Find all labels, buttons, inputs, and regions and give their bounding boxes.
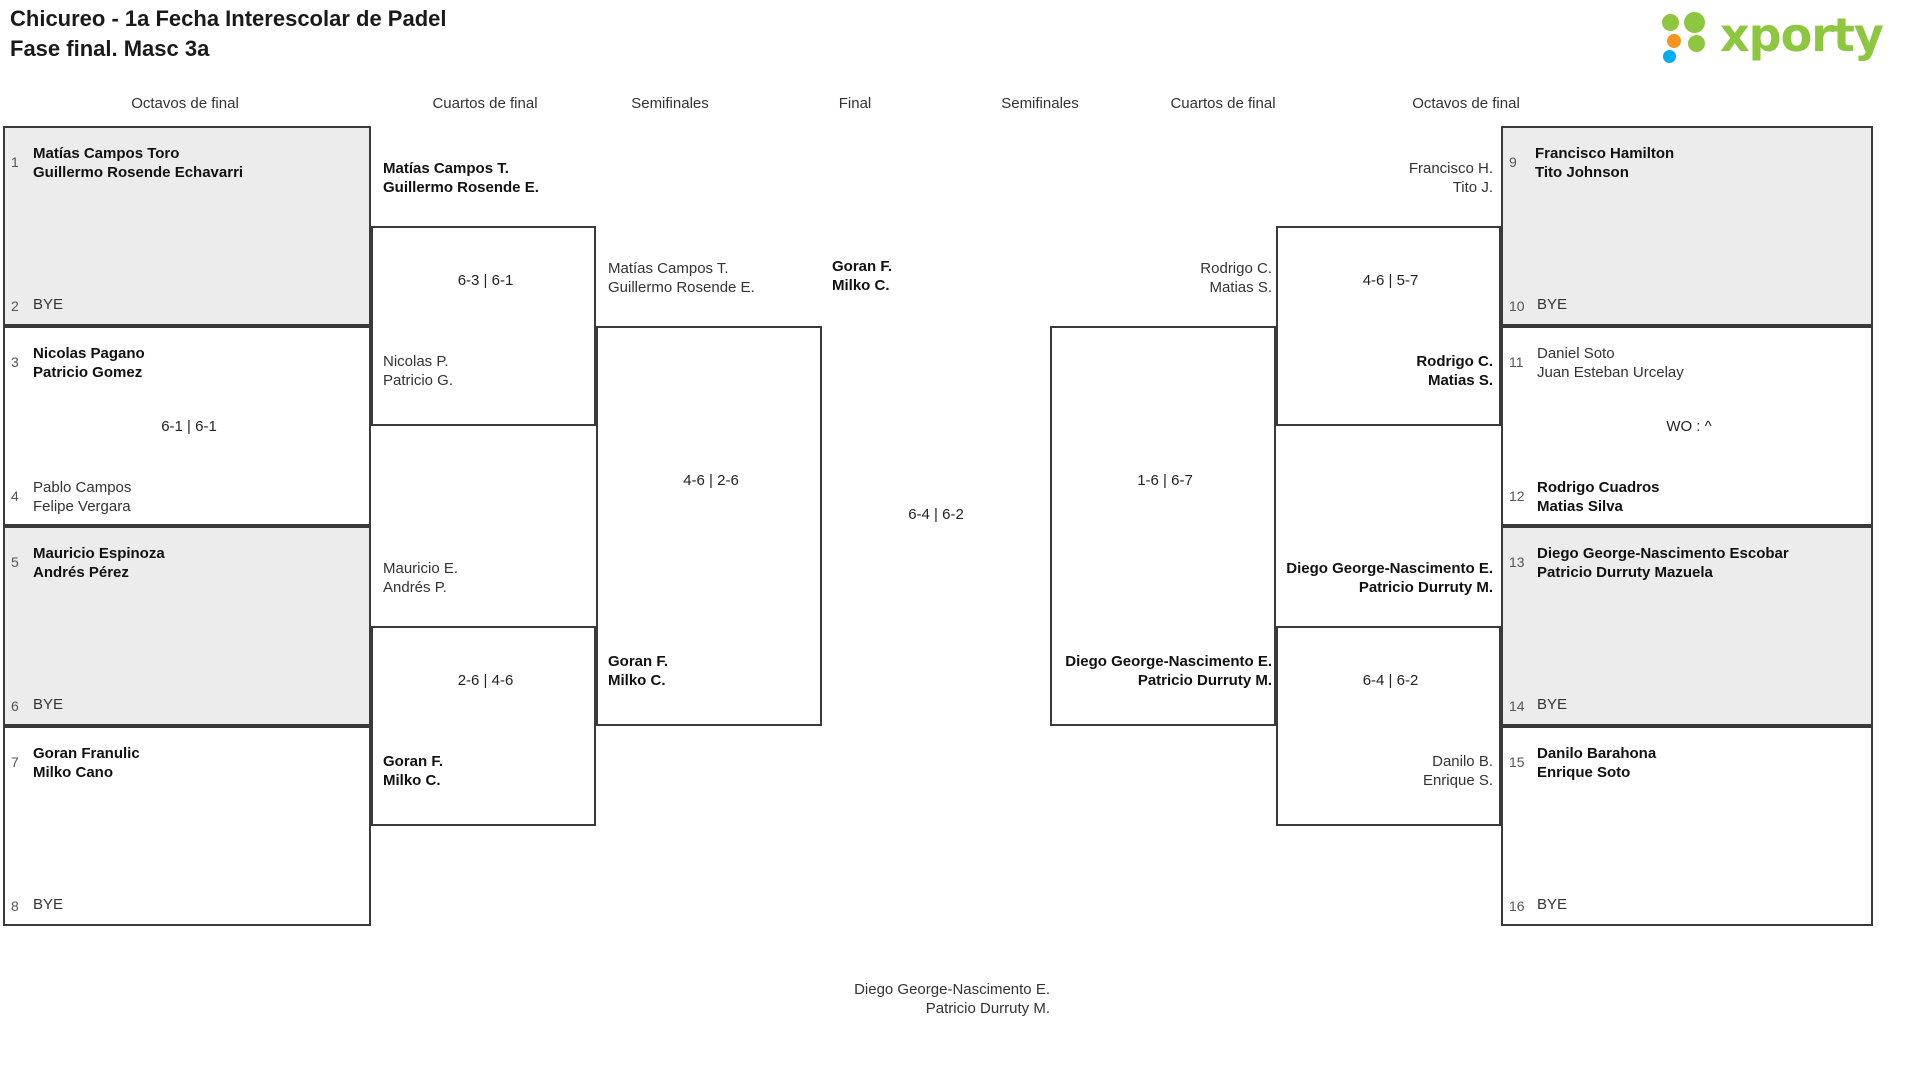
seed-number: 16 [1509, 898, 1525, 914]
player-1: Nicolas P. [383, 353, 449, 370]
bye-label: BYE [1537, 696, 1568, 713]
player-1: Goran F. [383, 753, 444, 770]
player-2: Guillermo Rosende E. [608, 278, 755, 296]
player-1: Diego George-Nascimento Escobar [1537, 545, 1789, 562]
match-box-left-r16-3[interactable] [3, 526, 371, 726]
player-2: Patricio Durruty M. [1358, 578, 1493, 596]
match-score: 6-4 | 6-2 [1362, 672, 1419, 689]
bye-label: BYE [1537, 896, 1568, 913]
round-label-right-sf: Semifinales [1001, 95, 1079, 112]
team-name [1535, 145, 1674, 183]
team-name [33, 479, 131, 517]
player-2: Milko C. [832, 276, 890, 294]
player-1: Pablo Campos [33, 479, 132, 496]
team-name [608, 260, 755, 298]
final-runnerup-team [804, 981, 1050, 1019]
player-1: Nicolas Pagano [33, 345, 145, 362]
player-2: Tito J. [1452, 178, 1493, 196]
player-1: Danilo B. [1432, 753, 1493, 770]
round-label-right-r16: Octavos de final [1412, 95, 1520, 112]
final-score: 6-4 | 6-2 [908, 506, 964, 523]
match-score: 6-1 | 6-1 [161, 418, 217, 435]
team-name [1133, 160, 1493, 198]
title-line-2: Fase final. Masc 3a [10, 35, 210, 61]
player-2: Tito Johnson [1535, 163, 1629, 181]
match-box-left-qf-1[interactable] [371, 160, 596, 426]
player-1: Rodrigo C. [1200, 260, 1272, 277]
player-2: Patricio Durruty Mazuela [1537, 563, 1713, 581]
player-2: Juan Esteban Urcelay [1537, 363, 1684, 381]
seed-number: 14 [1509, 698, 1525, 714]
logo-dots-icon [1662, 12, 1718, 60]
bye-label: BYE [33, 696, 64, 713]
team-name [33, 345, 145, 383]
seed-number: 8 [11, 898, 19, 914]
title-line-1: Chicureo - 1a Fecha Interescolar de Padel [10, 6, 447, 31]
player-2: Andrés P. [383, 578, 447, 596]
seed-number: 15 [1509, 754, 1525, 770]
player-2: Matias S. [1209, 278, 1272, 296]
bye-label: BYE [1537, 296, 1568, 313]
match-box-right-r16-4[interactable] [1501, 726, 1873, 926]
player-1: Mauricio E. [383, 560, 459, 577]
seed-number: 4 [11, 488, 19, 504]
seed-number: 10 [1509, 298, 1525, 314]
player-2: Patricio Gomez [33, 363, 143, 381]
seed-number: 9 [1509, 154, 1517, 170]
player-1: Matías Campos T. [608, 260, 729, 277]
player-1: Goran F. [608, 653, 669, 670]
seed-number: 7 [11, 754, 19, 770]
match-box-right-r16-1[interactable] [1501, 126, 1873, 326]
player-2: Enrique S. [1422, 771, 1493, 789]
round-label-left-qf: Cuartos de final [432, 95, 538, 112]
player-2: Andrés Pérez [33, 563, 129, 581]
team-name [1537, 479, 1660, 517]
match-box-left-qf-2[interactable] [371, 560, 596, 826]
team-name [1133, 560, 1493, 598]
player-2: Milko C. [608, 671, 666, 689]
match-score: 1-6 | 6-7 [1137, 472, 1193, 489]
team-name [33, 545, 165, 583]
seed-number: 12 [1509, 488, 1525, 504]
team-name [383, 753, 443, 791]
seed-number: 5 [11, 554, 19, 570]
team-name [1537, 745, 1656, 783]
player-1: Danilo Barahona [1537, 745, 1657, 762]
match-score: 4-6 | 2-6 [683, 472, 739, 489]
team-name [1537, 345, 1684, 383]
team-name [383, 353, 453, 391]
player-1: Matías Campos Toro [33, 145, 180, 162]
player-2: Guillermo Rosende Echavarri [33, 163, 244, 181]
player-2: Matias S. [1427, 371, 1493, 389]
player-1: Mauricio Espinoza [33, 545, 165, 562]
player-1: Rodrigo Cuadros [1537, 479, 1660, 496]
page-title [10, 4, 447, 63]
seed-number: 1 [11, 154, 19, 170]
team-name [1537, 545, 1789, 583]
team-name [1133, 353, 1493, 391]
player-1: Diego George-Nascimento E. [1065, 653, 1272, 670]
xporty-logo [1662, 8, 1892, 64]
player-2: Milko C. [383, 771, 441, 789]
match-box-left-r16-1[interactable] [3, 126, 371, 326]
seed-number: 6 [11, 698, 19, 714]
player-2: Guillermo Rosende E. [383, 178, 539, 196]
seed-number: 13 [1509, 554, 1525, 570]
seed-number: 3 [11, 354, 19, 370]
match-box-right-qf-2[interactable] [1276, 560, 1501, 826]
team-name [872, 260, 1272, 298]
player-1: Goran Franulic [33, 745, 140, 762]
team-name [872, 653, 1272, 691]
seed-number: 2 [11, 298, 19, 314]
team-name [1133, 753, 1493, 791]
match-box-right-r16-3[interactable] [1501, 526, 1873, 726]
bye-label: BYE [33, 896, 64, 913]
round-label-left-r16: Octavos de final [131, 95, 239, 112]
player-1: Francisco Hamilton [1535, 145, 1675, 162]
player-2: Patricio Durruty M. [925, 999, 1050, 1017]
logo-wordmark: xporty [1720, 8, 1883, 62]
player-2: Patricio Durruty M. [1137, 671, 1272, 689]
player-1: Diego George-Nascimento E. [854, 981, 1050, 998]
match-box-right-r16-2[interactable] [1501, 326, 1873, 526]
match-score: 6-3 | 6-1 [457, 272, 514, 289]
player-1: Goran F. [832, 258, 893, 275]
match-box-left-sf-1[interactable] [596, 260, 822, 726]
match-score: 4-6 | 5-7 [1362, 272, 1419, 289]
player-1: Francisco H. [1408, 160, 1493, 177]
page-header [0, 0, 1920, 88]
match-score: 2-6 | 4-6 [457, 672, 514, 689]
match-score: WO : ^ [1666, 418, 1712, 435]
player-2: Felipe Vergara [33, 497, 131, 515]
player-2: Matias Silva [1537, 497, 1623, 515]
player-1: Matías Campos T. [383, 160, 509, 177]
round-label-final: Final [838, 95, 872, 112]
team-name [33, 145, 243, 183]
team-name [33, 745, 140, 783]
player-1: Diego George-Nascimento E. [1286, 560, 1493, 577]
match-box-left-r16-2[interactable] [3, 326, 371, 526]
bye-label: BYE [33, 296, 64, 313]
team-name [383, 160, 539, 198]
player-2: Patricio G. [383, 371, 454, 389]
player-1: Rodrigo C. [1416, 353, 1493, 370]
player-1: Daniel Soto [1537, 345, 1615, 362]
match-box-left-r16-4[interactable] [3, 726, 371, 926]
round-label-left-sf: Semifinales [631, 95, 709, 112]
match-box-right-qf-1[interactable] [1276, 160, 1501, 426]
seed-number: 11 [1509, 354, 1524, 370]
team-name [383, 560, 458, 598]
player-2: Enrique Soto [1537, 763, 1631, 781]
player-2: Milko Cano [33, 763, 114, 781]
team-name [608, 653, 668, 691]
round-label-right-qf: Cuartos de final [1170, 95, 1276, 112]
